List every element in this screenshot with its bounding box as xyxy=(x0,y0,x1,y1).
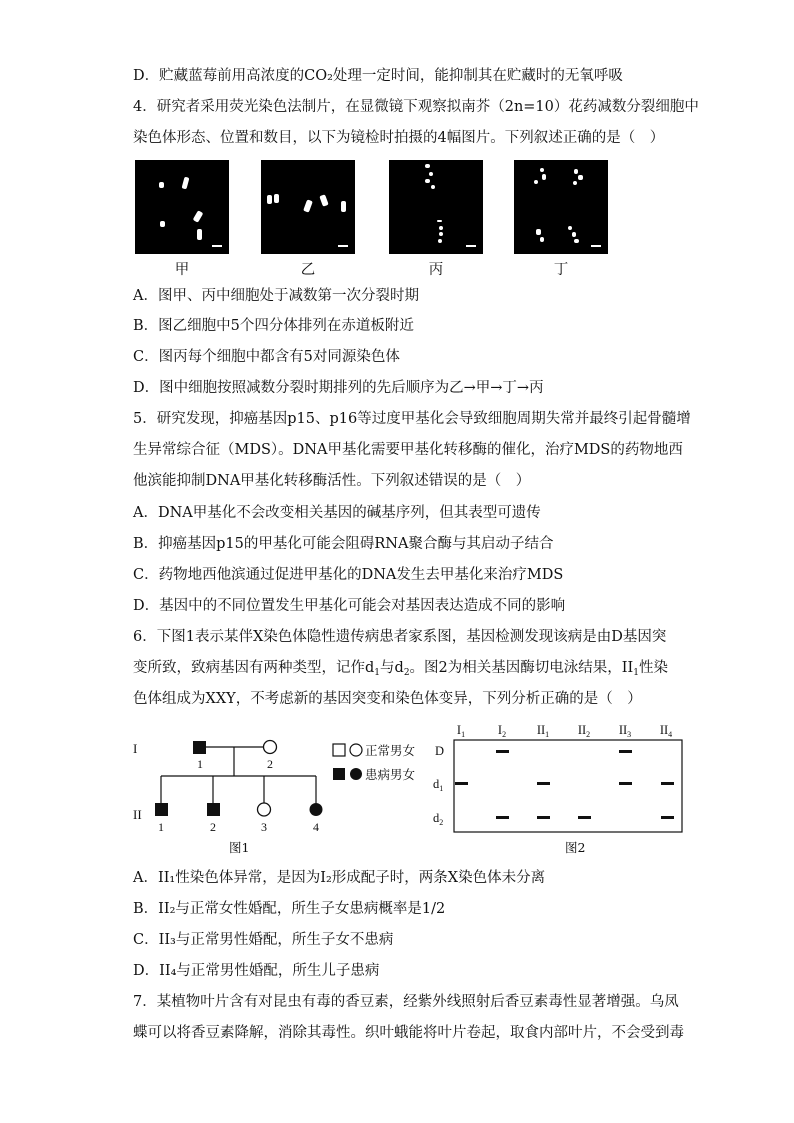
q7-stem-1: 7．某植物叶片含有对昆虫有毒的香豆素，经紫外线照射后香豆素毒性显著增强。乌凤 xyxy=(133,994,679,1010)
q5-option-c: C．药物地西他滨通过促进甲基化的DNA发生去甲基化来治疗MDS xyxy=(133,567,564,583)
individual-number: 3 xyxy=(261,820,267,834)
q7-stem-2: 蝶可以将香豆素降解，消除其毒性。织叶蛾能将叶片卷起，取食内部叶片，不会受到毒 xyxy=(133,1025,684,1041)
q4-option-d: D．图中细胞按照减数分裂时期排列的先后顺序为乙→甲→丁→丙 xyxy=(133,380,544,396)
micro-image-yi xyxy=(261,160,355,254)
legend-female-normal-icon xyxy=(350,744,362,756)
micro-image-jia xyxy=(135,160,229,254)
individual-number: 2 xyxy=(210,820,216,834)
q4-stem-2: 染色体形态、位置和数目，以下为镜检时拍摄的4幅图片。下列叙述正确的是（ ） xyxy=(133,130,665,146)
q3-option-d: D．贮藏蓝莓前用高浓度的CO₂处理一定时间，能抑制其在贮藏时的无氧呼吸 xyxy=(133,68,623,84)
q6-option-b: B．II₂与正常女性婚配，所生子女患病概率是1/2 xyxy=(133,901,446,917)
fig1-caption: 图1 xyxy=(229,840,250,855)
female-affected-ii4 xyxy=(310,803,323,816)
band-i2-d xyxy=(496,750,509,753)
q4-option-a: A．图甲、丙中细胞处于减数第一次分裂时期 xyxy=(133,288,419,304)
legend-male-affected-icon xyxy=(333,768,345,780)
micro-label-ding: 丁 xyxy=(553,262,569,278)
legend-affected-label: 患病男女 xyxy=(365,767,416,782)
female-normal-ii3 xyxy=(258,803,271,816)
generation-label-ii: II xyxy=(133,807,142,822)
row-label-d1: $d_1$ xyxy=(433,777,444,793)
q6-stem-2-part-a: 变所致，致病基因有两种类型，记作d xyxy=(133,660,375,676)
generation-label-i: I xyxy=(133,741,138,756)
subscript: 1 xyxy=(374,668,381,678)
individual-number: 4 xyxy=(313,820,319,834)
band-i1-d1 xyxy=(455,782,468,785)
q5-option-d: D．基因中的不同位置发生甲基化可能会对基因表达造成不同的影响 xyxy=(133,598,566,614)
row-label-d2: $d_2$ xyxy=(433,811,444,827)
band-ii3-d xyxy=(619,750,632,753)
band-ii2-d2 xyxy=(578,816,591,819)
lane-label: $I_1$ xyxy=(456,723,466,739)
q6-stem-2-part-b: 与d xyxy=(380,660,404,676)
lane-label: $II_3$ xyxy=(618,723,632,739)
row-label-d: D xyxy=(435,744,445,758)
q6-stem-2-part-c: 。图2为相关基因酶切电泳结果，II xyxy=(409,660,634,676)
q4-stem-1: 4．研究者采用荧光染色法制片，在显微镜下观察拟南芥（2n=10）花药减数分裂细胞中 xyxy=(133,99,699,115)
band-ii3-d1 xyxy=(619,782,632,785)
pedigree-figure xyxy=(130,725,430,855)
micro-image-ding xyxy=(514,160,608,254)
subscript: 2 xyxy=(403,668,410,678)
q5-stem-1: 5．研究发现，抑癌基因p15、p16等过度甲基化会导致细胞周期失常并最终引起骨髓增 xyxy=(133,411,691,427)
lane-label: $II_4$ xyxy=(659,723,673,739)
q5-option-b: B．抑癌基因p15的甲基化可能会阻碍RNA聚合酶与其启动子结合 xyxy=(133,536,554,552)
legend-normal-label: 正常男女 xyxy=(365,743,416,758)
individual-number: 1 xyxy=(197,757,203,771)
band-ii4-d1 xyxy=(661,782,674,785)
subscript: 1 xyxy=(633,668,639,678)
legend-female-affected-icon xyxy=(350,768,362,780)
q6-option-a: A．II₁性染色体异常，是因为I₂形成配子时，两条X染色体未分离 xyxy=(133,870,546,886)
q4-option-b: B．图乙细胞中5个四分体排列在赤道板附近 xyxy=(133,318,414,334)
legend-male-normal-icon xyxy=(333,744,345,756)
q6-stem-3: 色体组成为XXY，不考虑新的基因突变和染色体变异，下列分析正确的是（ ） xyxy=(133,691,642,707)
micro-image-bing xyxy=(389,160,483,254)
micro-label-yi: 乙 xyxy=(300,262,316,278)
q6-stem-2-part-d: 性染 xyxy=(638,660,668,676)
band-i2-d2 xyxy=(496,816,509,819)
lane-label: $II_1$ xyxy=(536,723,550,739)
male-affected-i1 xyxy=(193,741,206,754)
gel-frame xyxy=(454,740,682,832)
q6-option-d: D．II₄与正常男性婚配，所生儿子患病 xyxy=(133,963,380,979)
micro-label-jia: 甲 xyxy=(174,262,190,278)
q5-option-a: A．DNA甲基化不会改变相关基因的碱基序列，但其表型可遗传 xyxy=(133,505,541,521)
fig2-caption: 图2 xyxy=(565,840,586,855)
individual-number: 1 xyxy=(158,820,164,834)
female-normal-i2 xyxy=(264,741,277,754)
q4-option-c: C．图丙每个细胞中都含有5对同源染色体 xyxy=(133,349,400,365)
q6-option-c: C．II₃与正常男性婚配，所生子女不患病 xyxy=(133,932,394,948)
q6-stem-1: 6．下图1表示某伴X染色体隐性遗传病患者家系图，基因检测发现该病是由D基因突 xyxy=(133,629,667,645)
q5-stem-2: 生异常综合征（MDS）。DNA甲基化需要甲基化转移酶的催化，治疗MDS的药物地西 xyxy=(133,442,683,458)
electrophoresis-figure xyxy=(425,718,705,833)
band-ii1-d1 xyxy=(537,782,550,785)
lane-label: $I_2$ xyxy=(497,723,507,739)
q6-stem-2 xyxy=(133,658,668,683)
q5-stem-3: 他滨能抑制DNA甲基化转移酶活性。下列叙述错误的是（ ） xyxy=(133,473,531,489)
band-ii4-d2 xyxy=(661,816,674,819)
individual-number: 2 xyxy=(267,757,273,771)
micro-label-bing: 丙 xyxy=(428,262,444,278)
male-affected-ii2 xyxy=(207,803,220,816)
male-affected-ii1 xyxy=(155,803,168,816)
lane-label: $II_2$ xyxy=(577,723,591,739)
band-ii1-d2 xyxy=(537,816,550,819)
